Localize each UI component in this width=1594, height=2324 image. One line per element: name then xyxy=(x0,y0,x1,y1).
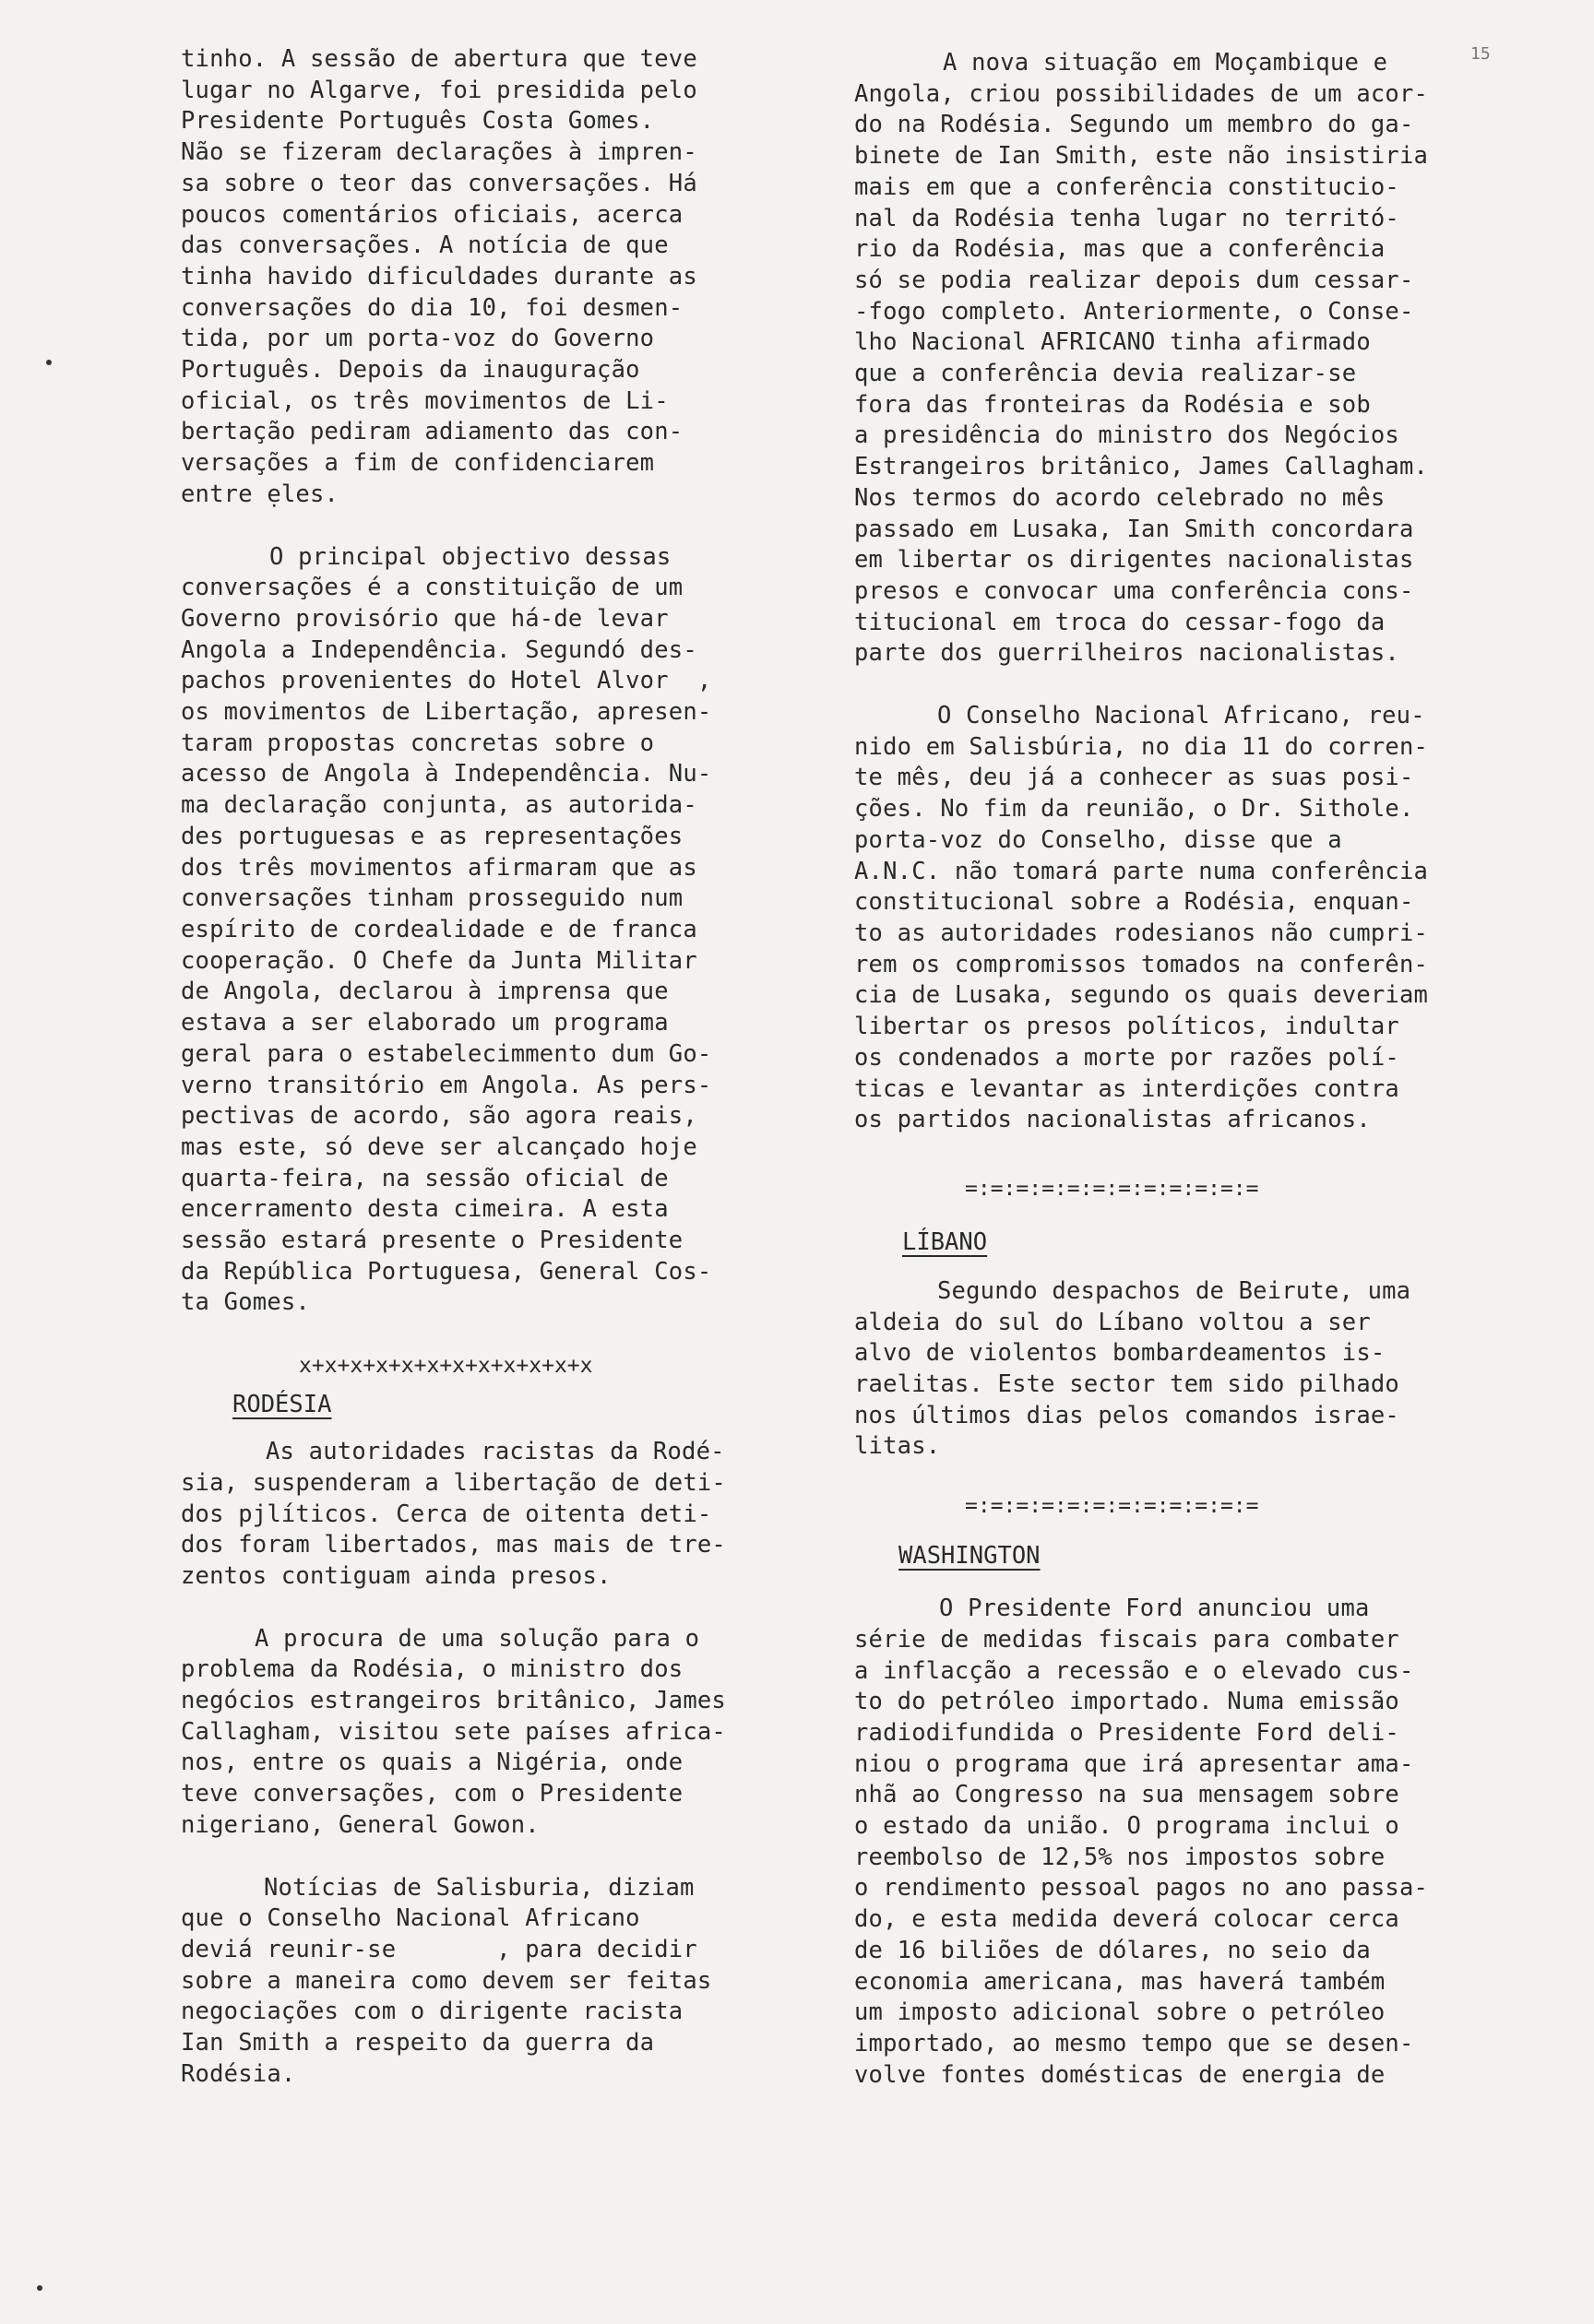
paragraph-gap xyxy=(181,1593,827,1624)
paragraph-gap xyxy=(854,1571,1537,1594)
text-line: titucional em troca do cessar-fogo da xyxy=(854,608,1386,636)
text-line: verno transitório em Angola. As pers- xyxy=(181,1071,712,1099)
text-line: um imposto adicional sobre o petróleo xyxy=(854,1998,1386,2027)
paragraph-gap xyxy=(181,1381,827,1389)
text-line: pectivas de acordo, são agora reais, xyxy=(181,1102,697,1131)
paragraph-gap xyxy=(854,1136,1537,1173)
text-line: Não se fizeram declarações à impren- xyxy=(181,138,697,167)
text-line: deviá reunir-se , para decidir xyxy=(181,1935,697,1963)
text-line: das conversações. A notícia de que xyxy=(181,231,669,260)
section-separator: =:=:=:=:=:=:=:=:=:=:=:= xyxy=(965,1494,1259,1519)
text-line: oficial, os três movimentos de Li- xyxy=(181,386,669,415)
text-line: teve conversações, com o Presidente xyxy=(181,1780,684,1808)
text-line: que o Conselho Nacional Africano xyxy=(181,1904,640,1933)
text-line: nhã ao Congresso na sua mensagem sobre xyxy=(854,1781,1399,1809)
text-line: cooperação. O Chefe da Junta Militar xyxy=(181,946,697,975)
text-line: dos foram libertados, mas mais de tre- xyxy=(181,1531,726,1559)
text-line: quarta-feira, na sessão oficial de xyxy=(181,1164,669,1192)
text-line: versações a fim de confidenciarem xyxy=(181,449,655,478)
text-line: volve fontes domésticas de energia de xyxy=(854,2060,1386,2089)
text-line: Angola a Independência. Segundó des- xyxy=(181,635,697,664)
text-line: negócios estrangeiros britânico, James xyxy=(181,1687,726,1715)
text-line: bertação pediram adiamento das con- xyxy=(181,418,684,446)
text-line: des portuguesas e as representações xyxy=(181,822,684,850)
text-line: ta Gomes. xyxy=(181,1288,310,1317)
text-line: a presidência do ministro dos Negócios xyxy=(854,421,1399,450)
left-column xyxy=(181,44,827,2090)
text-line: tinho. A sessão de abertura que teve xyxy=(181,45,697,73)
paragraph-gap xyxy=(854,1463,1537,1490)
text-line: Governo provisório que há-de levar xyxy=(181,604,669,633)
text-line: de 16 biliões de dólares, no seio da xyxy=(854,1936,1371,1964)
text-line: presos e convocar uma conferência cons- xyxy=(854,576,1414,605)
text-line: Rodésia. xyxy=(181,2059,296,2088)
text-line: geral para o estabelecimmento dum Go- xyxy=(181,1039,712,1068)
text-line: A.N.C. não tomará parte numa conferência xyxy=(854,857,1429,885)
text-line: entre ẹles. xyxy=(181,480,339,508)
paragraph-gap xyxy=(181,1420,827,1437)
page-number: 15 xyxy=(1470,44,1491,64)
text-line: nos, entre os quais a Nigéria, onde xyxy=(181,1749,684,1777)
text-line: aldeia do sul do Líbano voltou a ser xyxy=(854,1308,1371,1336)
text-line: encerramento desta cimeira. A esta xyxy=(181,1195,669,1224)
section-separator: x+x+x+x+x+x+x+x+x+x+x+x xyxy=(299,1354,593,1379)
text-line: Nos termos do acordo celebrado no mês xyxy=(854,483,1386,512)
text-line: nos últimos dias pelos comandos israe- xyxy=(854,1401,1399,1429)
text-line: da República Portuguesa, General Cos- xyxy=(181,1257,712,1286)
text-line: os condenados a morte por razões polí- xyxy=(854,1043,1399,1072)
text-line: Segundo despachos de Beirute, uma xyxy=(937,1276,1411,1305)
right-column xyxy=(854,48,1537,2091)
paragraph-gap xyxy=(181,511,827,542)
text-line: ções. No fim da reunião, o Dr. Sithole. xyxy=(854,795,1414,824)
text-line: ticas e levantar as interdições contra xyxy=(854,1074,1399,1103)
text-line: Notícias de Salisburia, diziam xyxy=(264,1873,695,1902)
text-line: rio da Rodésia, mas que a conferência xyxy=(854,235,1386,264)
text-line: taram propostas concretas sobre o xyxy=(181,729,655,757)
text-line: os movimentos de Libertação, apresen- xyxy=(181,698,712,727)
text-line: o rendimento pessoal pagos no ano passa- xyxy=(854,1874,1429,1903)
text-line: tinha havido dificuldades durante as xyxy=(181,262,697,290)
text-line: -fogo completo. Anteriormente, o Conse- xyxy=(854,297,1414,326)
margin-dot xyxy=(46,360,52,365)
text-line: importado, ao mesmo tempo que se desen- xyxy=(854,2029,1414,2057)
section-heading-libano: LÍBANO xyxy=(902,1227,988,1256)
text-line: constitucional sobre a Rodésia, enquan- xyxy=(854,888,1414,917)
text-line: estava a ser elaborado um programa xyxy=(181,1009,669,1038)
text-line: de Angola, declarou à imprensa que xyxy=(181,978,669,1006)
text-line: to do petróleo importado. Numa emissão xyxy=(854,1688,1399,1716)
text-line: rem os compromissos tomados na conferên- xyxy=(854,950,1429,978)
text-line: conversações é a constituição de um xyxy=(181,574,684,602)
text-line: libertar os presos políticos, indultar xyxy=(854,1013,1399,1041)
text-line: As autoridades racistas da Rodé- xyxy=(266,1438,725,1466)
text-line: O Presidente Ford anunciou uma xyxy=(939,1595,1370,1623)
section-separator: =:=:=:=:=:=:=:=:=:=:=:= xyxy=(965,1176,1259,1201)
text-line: binete de Ian Smith, este não insistiria xyxy=(854,142,1429,171)
text-line: espírito de cordealidade e de franca xyxy=(181,915,697,943)
text-line: poucos comentários oficiais, acerca xyxy=(181,200,684,229)
text-line: ma declaração conjunta, as autorida- xyxy=(181,791,697,820)
text-line: radiodifundida o Presidente Ford deli- xyxy=(854,1718,1399,1747)
text-line: sobre a maneira como devem ser feitas xyxy=(181,1966,712,1995)
text-line: nigeriano, General Gowon. xyxy=(181,1810,540,1839)
text-line: niou o programa que irá apresentar ama- xyxy=(854,1749,1414,1778)
paragraph-gap xyxy=(854,670,1537,701)
text-line: que a conferência devia realizar-se xyxy=(854,360,1357,388)
section-heading-rodesia: RODÉSIA xyxy=(232,1391,332,1419)
text-line: Angola, criou possibilidades de um acor- xyxy=(854,79,1429,108)
text-line: pachos provenientes do Hotel Alvor , xyxy=(181,667,712,695)
text-line: alvo de violentos bombardeamentos is- xyxy=(854,1339,1386,1368)
text-line: tida, por um porta-voz do Governo xyxy=(181,325,655,353)
text-line: o estado da união. O programa inclui o xyxy=(854,1812,1399,1841)
text-line: sia, suspenderam a libertação de deti- xyxy=(181,1468,726,1497)
text-line: zentos contiguam ainda presos. xyxy=(181,1561,612,1590)
text-line: negociações com o dirigente racista xyxy=(181,1998,684,2026)
text-line: problema da Rodésia, o ministro dos xyxy=(181,1655,684,1684)
text-line: os partidos nacionalistas africanos. xyxy=(854,1106,1371,1134)
section-heading-washington: WASHINGTON xyxy=(898,1542,1041,1571)
text-line: litas. xyxy=(854,1432,941,1461)
text-line: nal da Rodésia tenha lugar no territó- xyxy=(854,204,1399,232)
text-line: a inflacção a recessão e o elevado cus- xyxy=(854,1656,1414,1685)
text-line: raelitas. Este sector tem sido pilhado xyxy=(854,1370,1399,1399)
text-line: economia americana, mas haverá também xyxy=(854,1967,1386,1996)
text-line: Callagham, visitou sete países africa- xyxy=(181,1717,726,1746)
text-line: conversações tinham prosseguido num xyxy=(181,884,684,913)
paragraph-gap xyxy=(181,1842,827,1873)
text-line: O Conselho Nacional Africano, reu- xyxy=(937,702,1425,730)
text-line: passado em Lusaka, Ian Smith concordara xyxy=(854,515,1414,543)
text-line: só se podia realizar depois dum cessar- xyxy=(854,266,1414,294)
paragraph-gap xyxy=(181,1319,827,1350)
text-line: Presidente Português Costa Gomes. xyxy=(181,107,655,136)
text-line: série de medidas fiscais para combater xyxy=(854,1625,1399,1654)
text-line: lugar no Algarve, foi presidida pelo xyxy=(181,76,697,104)
text-line: A nova situação em Moçambique e xyxy=(943,49,1388,77)
text-line: conversações do dia 10, foi desmen- xyxy=(181,293,684,322)
text-line: do, e esta medida deverá colocar cerca xyxy=(854,1905,1399,1934)
text-line: O principal objectivo dessas xyxy=(269,542,672,571)
text-line: te mês, deu já a conhecer as suas posi- xyxy=(854,764,1414,792)
paragraph-gap xyxy=(854,1258,1537,1276)
paragraph-gap xyxy=(854,1522,1537,1540)
text-line: A procura de uma solução para o xyxy=(255,1624,700,1653)
text-line: nido em Salisbúria, no dia 11 do corren- xyxy=(854,732,1429,761)
text-line: parte dos guerrilheiros nacionalistas. xyxy=(854,639,1399,668)
text-line: do na Rodésia. Segundo um membro do ga- xyxy=(854,111,1414,139)
paragraph-gap xyxy=(854,1204,1537,1227)
text-line: Português. Depois da inauguração xyxy=(181,356,640,385)
text-line: Ian Smith a respeito da guerra da xyxy=(181,2029,655,2057)
text-line: Estrangeiros britânico, James Callagham. xyxy=(854,453,1429,481)
text-line: reembolso de 12,5% nos impostos sobre xyxy=(854,1843,1386,1871)
text-line: fora das fronteiras da Rodésia e sob xyxy=(854,390,1371,419)
text-line: sa sobre o teor das conversações. Há xyxy=(181,169,697,197)
text-line: cia de Lusaka, segundo os quais deveriam xyxy=(854,981,1429,1010)
text-line: sessão estará presente o Presidente xyxy=(181,1227,684,1255)
text-line: to as autoridades rodesianos não cumpri- xyxy=(854,919,1429,947)
text-line: dos três movimentos afirmaram que as xyxy=(181,853,697,882)
text-line: lho Nacional AFRICANO tinha afirmado xyxy=(854,328,1371,357)
text-line: acesso de Angola à Independência. Nu- xyxy=(181,760,712,788)
margin-dot xyxy=(37,2285,42,2291)
text-line: porta-voz do Conselho, disse que a xyxy=(854,825,1342,854)
text-line: mais em que a conferência constitucio- xyxy=(854,172,1399,201)
text-line: dos pjlíticos. Cerca de oitenta deti- xyxy=(181,1500,712,1528)
text-line: em libertar os dirigentes nacionalistas xyxy=(854,546,1414,575)
text-line: mas este, só deve ser alcançado hoje xyxy=(181,1132,697,1161)
